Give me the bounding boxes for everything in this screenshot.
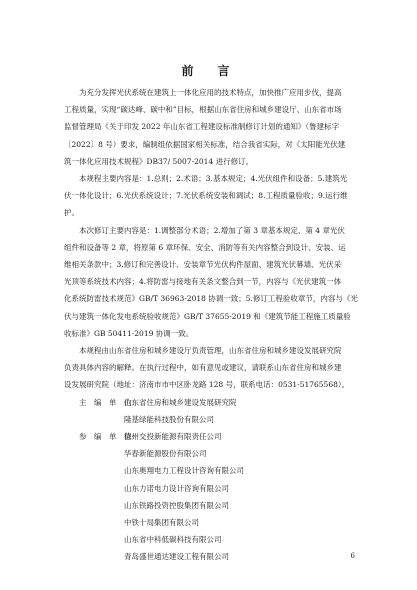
chief-editor-label: 主 编 单 位： — [79, 397, 139, 407]
text-line: 〔2022〕8 号）要求，编制组依据国家相关标准，结合我省实际，对《太阳能光伏建 — [64, 139, 346, 149]
participating-editor-orgs — [124, 428, 244, 566]
participating-editor-row — [64, 428, 354, 566]
text-line: 光顶等系统技术内容；4.将防雷与接地有关条文整合到一节，内容与《光伏建筑一体 — [64, 277, 342, 287]
org-name: 隆基绿能科技股份有限公司 — [124, 414, 214, 424]
text-line: 伏一体化设计；6.光伏系统设计；7.光伏系统安装和调试；8.工程质量验收；9.运行维 — [64, 191, 348, 201]
text-line: 本规程主要内容是：1.总则；2.术语；3.基本规定；4.光伏组件和设备；5.建筑光 — [79, 174, 348, 184]
org-name: 山东省中科低碳科技有限公司 — [124, 535, 222, 545]
text-line: 护。 — [64, 208, 79, 218]
org-name: 山东省住房和城乡建设发展研究院 — [124, 397, 237, 407]
org-name: 德州交投新能源有限责任公司 — [124, 432, 222, 442]
text-line: 设发展研究院（地址：济南市市中区卧龙路 128 号，联系电话：0531-51765568）。 — [64, 380, 350, 390]
paragraph-revisions — [64, 222, 358, 342]
text-line: 负责具体内容的解释。在执行过程中，如有意见或建议，请联系山东省住房和城乡建 — [64, 363, 342, 373]
text-line: 维相关条款中；3.修订和完善设计、安装章节光伏构件屋面、建筑光伏幕墙、光伏采 — [64, 260, 342, 270]
org-name: 山东力诺电力设计咨询有限公司 — [124, 483, 229, 493]
text-line: 组件和设备等 2 章，将原第 6 章环保、安全、消防等有关内容整合到设计、安装、运 — [64, 242, 346, 252]
chief-editor-orgs — [124, 394, 237, 428]
preface-body — [64, 84, 358, 566]
org-name: 青岛盛世通达建设工程有限公司 — [124, 552, 229, 562]
participating-editor-label: 参 编 单 位： — [79, 432, 139, 442]
paragraph-management — [64, 342, 354, 394]
page-number: 6 — [350, 552, 355, 560]
paragraph-purpose — [64, 84, 354, 170]
org-name: 山东铁路投资控股集团有限公司 — [124, 500, 229, 510]
text-line: 收标准》GB 50411-2019 协调一致。 — [64, 328, 194, 338]
chief-editor-row — [64, 394, 354, 428]
org-name: 山东奥翔电力工程设计咨询有限公司 — [124, 466, 244, 476]
page-title: 前 言 — [181, 64, 236, 78]
org-name: 华春新能源股份有限公司 — [124, 449, 207, 459]
paragraph-contents — [64, 170, 354, 222]
text-line: 本次修订主要内容是：1.调整部分术语；2.增加了第 3 章基本规定、第 4 章光伏 — [79, 225, 345, 235]
text-line: 伏与建筑一体化发电系统验收规范》GB/T 37655-2019 和《建筑节能工程施工质量验 — [64, 311, 351, 321]
text-line: 工程质量，实现“碳达峰、碳中和”目标，根据山东省住房和城乡建设厅、山东省市场 — [64, 105, 342, 115]
text-line: 化系统防雷技术规范》GB/T 36963-2018 协调一致；5.修订工程验收章节，内容与《光 — [64, 294, 358, 304]
text-line: 本规程由山东省住房和城乡建设厅负责管理，山东省住房和城乡建设发展研究院 — [79, 346, 342, 356]
text-line: 监督管理局《关于印发 2022 年山东省工程建设标准制修订计划的通知》（鲁建标字 — [64, 122, 340, 132]
text-line: 筑一体化应用技术规程》DB37/ 5007-2014 进行修订。 — [64, 156, 254, 166]
text-line: 为充分发挥光伏系统在建筑上一体化应用的技术特点，加快推广应用步伐，提高 — [79, 88, 342, 97]
org-name: 中铁十局集团有限公司 — [124, 518, 199, 528]
